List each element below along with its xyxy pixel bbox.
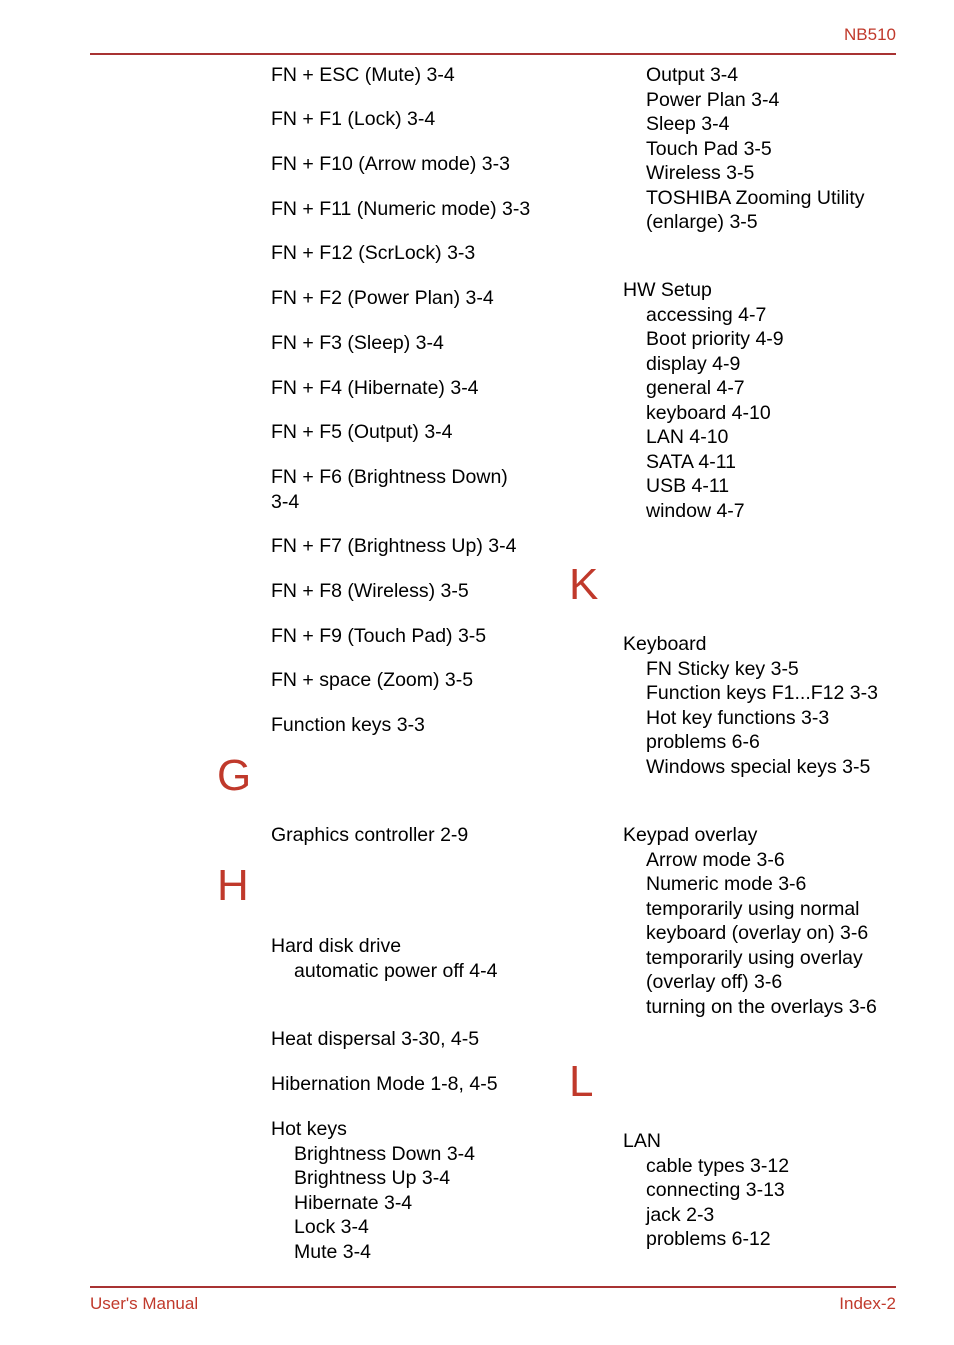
index-entry: Graphics controller 2-9 xyxy=(271,824,469,846)
index-entry-line: 3-4 xyxy=(271,490,300,513)
index-subentry: connecting 3-13 xyxy=(646,1179,785,1201)
index-subentry: USB 4-11 xyxy=(646,475,730,497)
index-subentry: temporarily using overlay xyxy=(646,946,863,969)
index-entry-main: Hot keys xyxy=(271,1118,347,1140)
index-subentry: Arrow mode 3-6 xyxy=(646,848,785,871)
index-subentry: Windows special keys 3-5 xyxy=(646,755,871,778)
index-subentry: FN Sticky key 3-5 xyxy=(646,657,799,680)
index-entry: FN + F9 (Touch Pad) 3-5 xyxy=(271,625,487,647)
section-letter-g: G xyxy=(217,751,252,800)
index-entry: FN + space (Zoom) 3-5 xyxy=(271,669,474,691)
index-subentry: jack 2-3 xyxy=(646,1203,715,1226)
index-subentry: Brightness Up 3-4 xyxy=(294,1167,451,1189)
index-entry xyxy=(623,1129,789,1252)
index-entry: FN + F10 (Arrow mode) 3-3 xyxy=(271,153,510,175)
index-entry-main: Hard disk drive xyxy=(271,935,402,957)
index-subentry: automatic power off 4-4 xyxy=(294,959,498,982)
index-entry-line: FN + F6 (Brightness Down) xyxy=(271,466,508,488)
index-subentry: Touch Pad 3-5 xyxy=(646,137,772,160)
index-subentry: Numeric mode 3-6 xyxy=(646,873,807,895)
index-subentry: Power Plan 3-4 xyxy=(646,88,780,111)
index-subentry: SATA 4-11 xyxy=(646,450,736,473)
index-subentry: display 4-9 xyxy=(646,352,741,375)
index-entry-main: Keypad overlay xyxy=(623,824,758,846)
index-subentry: Brightness Down 3-4 xyxy=(294,1142,476,1165)
index-subentry: keyboard 4-10 xyxy=(646,401,771,424)
index-subentry: Lock 3-4 xyxy=(294,1216,369,1238)
section-letter-l: L xyxy=(569,1057,594,1106)
index-entry-main: HW Setup xyxy=(623,279,712,301)
index-entry xyxy=(623,278,784,523)
footer-rule xyxy=(90,1286,896,1288)
section-letter-k: K xyxy=(569,560,599,609)
index-entry xyxy=(623,632,878,779)
index-subentry: problems 6-12 xyxy=(646,1228,771,1250)
footer-manual-title: User's Manual xyxy=(90,1294,199,1313)
footer-page-number: Index-2 xyxy=(839,1294,896,1313)
index-subentry: TOSHIBA Zooming Utility xyxy=(646,186,865,209)
index-entry xyxy=(623,823,877,1019)
index-entry xyxy=(271,1117,475,1264)
index-subentry: general 4-7 xyxy=(646,377,745,399)
index-subentry: accessing 4-7 xyxy=(646,303,767,326)
index-subentry: Wireless 3-5 xyxy=(646,162,755,184)
index-entry: FN + F1 (Lock) 3-4 xyxy=(271,108,436,130)
index-subentry: window 4-7 xyxy=(646,499,745,522)
index-entry: FN + F4 (Hibernate) 3-4 xyxy=(271,377,479,399)
index-subentry: (enlarge) 3-5 xyxy=(646,211,758,233)
index-entry-continued xyxy=(623,63,865,235)
index-subentry: Function keys F1...F12 3-3 xyxy=(646,682,878,704)
index-subentry: turning on the overlays 3-6 xyxy=(646,995,877,1018)
index-subentry: Hot key functions 3-3 xyxy=(646,706,830,729)
index-subentry: Output 3-4 xyxy=(646,64,739,86)
index-entry: FN + F5 (Output) 3-4 xyxy=(271,421,453,443)
index-subentry: Boot priority 4-9 xyxy=(646,328,784,350)
index-entry: FN + F8 (Wireless) 3-5 xyxy=(271,580,469,602)
index-subentry: problems 6-6 xyxy=(646,731,760,753)
index-subentry: Hibernate 3-4 xyxy=(294,1191,413,1214)
index-subentry: temporarily using normal xyxy=(646,897,860,920)
index-entry xyxy=(271,465,508,514)
index-entry: FN + F3 (Sleep) 3-4 xyxy=(271,332,444,354)
index-entry-main: Keyboard xyxy=(623,633,707,655)
index-entry: FN + F2 (Power Plan) 3-4 xyxy=(271,287,494,309)
index-subentry: keyboard (overlay on) 3-6 xyxy=(646,922,869,944)
index-entry: FN + ESC (Mute) 3-4 xyxy=(271,64,455,86)
index-subentry: Sleep 3-4 xyxy=(646,113,730,135)
index-entry: FN + F12 (ScrLock) 3-3 xyxy=(271,242,476,264)
header-product: NB510 xyxy=(844,25,896,44)
index-subentry: Mute 3-4 xyxy=(294,1240,371,1263)
index-subentry: (overlay off) 3-6 xyxy=(646,971,783,993)
index-entry: Function keys 3-3 xyxy=(271,714,425,736)
index-entry xyxy=(271,934,497,983)
index-entry: FN + F11 (Numeric mode) 3-3 xyxy=(271,198,531,220)
index-entry-main: LAN xyxy=(623,1130,661,1152)
section-letter-h: H xyxy=(217,861,249,910)
index-entry: Heat dispersal 3-30, 4-5 xyxy=(271,1028,480,1050)
header-rule xyxy=(90,53,896,55)
index-entry: Hibernation Mode 1-8, 4-5 xyxy=(271,1073,498,1095)
index-entry: FN + F7 (Brightness Up) 3-4 xyxy=(271,535,517,557)
index-subentry: LAN 4-10 xyxy=(646,426,729,448)
index-subentry: cable types 3-12 xyxy=(646,1154,790,1177)
